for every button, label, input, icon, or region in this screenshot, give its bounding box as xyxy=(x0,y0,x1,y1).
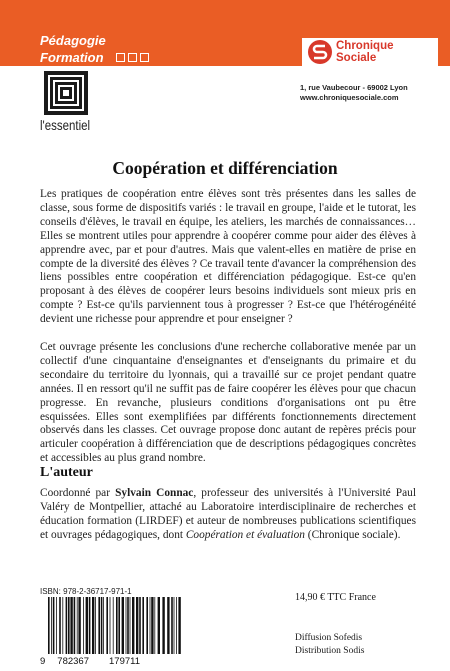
chronique-sociale-logo-icon xyxy=(308,40,332,64)
series-label-formation: Formation xyxy=(40,50,104,65)
diffusion-label: Diffusion Sofedis xyxy=(295,633,363,643)
essentiel-collection-icon xyxy=(44,71,88,115)
author-name: Sylvain Connac xyxy=(115,487,194,499)
distribution-info xyxy=(295,632,364,658)
series-label-pedagogie: Pédagogie xyxy=(40,33,106,48)
barcode-digit-lead: 9 xyxy=(40,656,46,667)
collection-name: l'essentiel xyxy=(40,117,91,133)
publisher-address xyxy=(300,83,408,103)
isbn-label: ISBN: 978-2-36717-971-1 xyxy=(40,587,132,596)
author-intro: Coordonné par xyxy=(40,487,116,499)
barcode-icon xyxy=(40,597,190,654)
summary-paragraph-1: Les pratiques de coopération entre élèves sont très présentes dans les salles de classe, sous forme de dispositifs variés : le travail en groupe, l'aide et le tutorat, les conseils d'élèves, le travail en équipe, les ateliers, les marchés de connaissances… Elles se montrent utiles pour apprendre à coopérer comme pour aider des élèves à apprendre avec, par et pour d'autres. Mais que valent-elles en matière de prise en compte de la diversité des élèves ? Ce travail tente d'avancer la compréhension des liens possibles entre coopération et différenciation pédagogique. Est-ce qu'en proposant à des élèves de coopérer leurs besoins individuels sont mieux pris en compte ? Est-ce qu'ils parviennent tous à progresser ? Est-ce que l'hétérogénéité devient une richesse pour apprendre et pour enseigner ? xyxy=(40,188,416,326)
author-work-title: Coopération et évaluation xyxy=(185,528,305,541)
author-bio: , professeur des universités à l'Université Paul Valéry de Montpellier, attaché au Laboratoire interdisciplinaire de recherches et éducation formation (LIRDEF) et auteur de nombreuses publications scientifiques et ouvrages pédagogiques, dont xyxy=(40,487,416,541)
publisher-name-line1: Chronique xyxy=(336,40,394,52)
publisher-street: 1, rue Vaubecour - 69002 Lyon xyxy=(300,83,408,92)
distribution-label: Distribution Sodis xyxy=(295,646,365,656)
publisher-name-line2: Sociale xyxy=(336,52,377,64)
summary-paragraph-2: Cet ouvrage présente les conclusions d'une recherche collaborative menée par un collectif d'une cinquantaine d'enseignantes et d'enseignants du primaire et du secondaire du territoire du lyonnais, qui a travaillé sur ce projet pendant quatre années. Il en ressort qu'il ne suffit pas de faire coopérer les élèves pour que chacun progresse. En revanche, plusieurs conditions d'organisations ont pu être esquissées. Elles sont exemplifiées par différents fonctionnements directement observés dans les classes. Cet ouvrage propose donc autant de repères précis pour articuler coopération à différenciation que de descriptions pédagogiques concrètes et accessibles au plus grand nombre. xyxy=(40,341,416,465)
author-heading: L'auteur xyxy=(40,465,93,480)
publisher-website: www.chroniquesociale.com xyxy=(300,93,399,102)
barcode-digits xyxy=(40,656,190,668)
barcode-digits-right: 179711 xyxy=(109,656,140,667)
author-work-suffix: (Chronique sociale). xyxy=(304,528,401,541)
book-title: Coopération et différenciation xyxy=(112,158,338,178)
decorative-squares xyxy=(116,53,149,62)
barcode-digits-left: 782367 xyxy=(57,656,89,667)
publisher-name xyxy=(336,40,394,64)
price: 14,90 € TTC France xyxy=(295,592,376,603)
author-paragraph xyxy=(40,487,416,543)
